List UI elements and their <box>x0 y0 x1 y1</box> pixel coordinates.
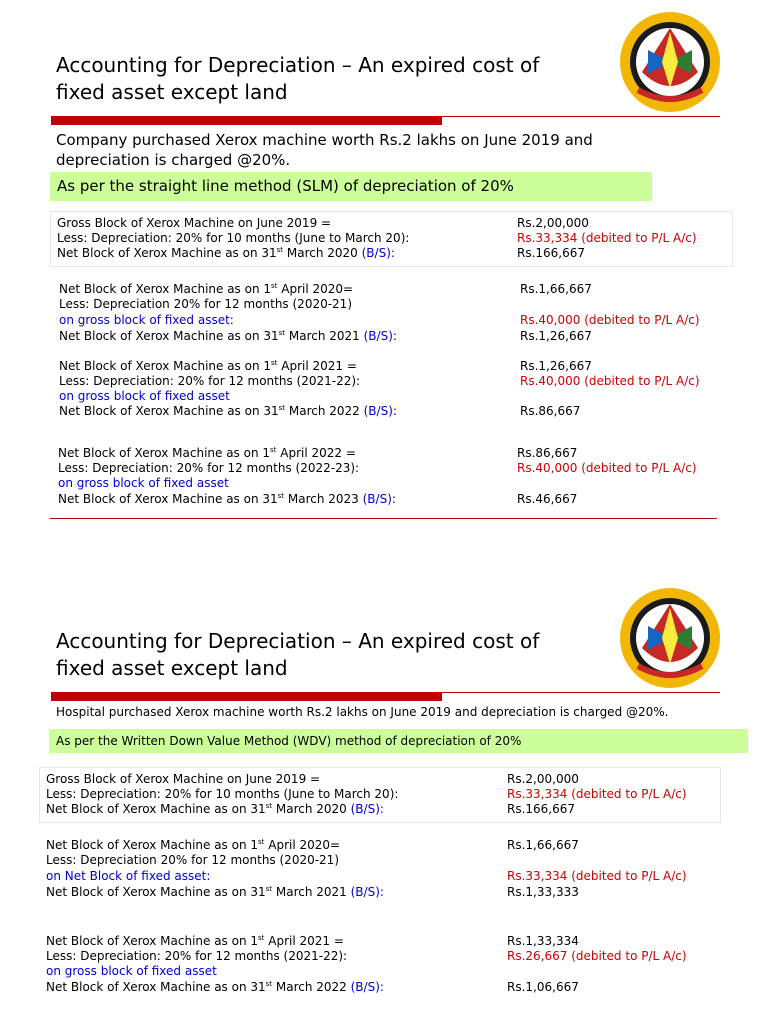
method-label: As per the straight line method (SLM) of depreciation of 20% <box>57 177 514 195</box>
value-depreciation: Rs.40,000 (debited to P/L A/c) <box>520 313 700 327</box>
title-line-2: fixed asset except land <box>56 80 288 104</box>
value-net-block: Rs.1,06,667 <box>507 980 579 994</box>
value-depreciation: Rs.33,334 (debited to P/L A/c) <box>507 869 687 883</box>
slide-title <box>56 628 576 682</box>
intro-line-2: depreciation is charged @20%. <box>56 151 291 169</box>
title-line-1: Accounting for Depreciation – An expired cost of <box>56 53 540 77</box>
label-net-block: Net Block of Xerox Machine as on 31st March 2020 (B/S): <box>46 802 384 816</box>
label-basis-note: on gross block of fixed asset <box>46 964 217 978</box>
label-gross-block: Gross Block of Xerox Machine on June 2019 = <box>57 216 332 230</box>
value-opening-net-block: Rs.86,667 <box>517 446 578 460</box>
label-net-block: Net Block of Xerox Machine as on 31st March 2020 (B/S): <box>57 246 395 260</box>
value-net-block: Rs.46,667 <box>517 492 578 506</box>
value-depreciation: Rs.26,667 (debited to P/L A/c) <box>507 949 687 963</box>
label-opening-net-block: Net Block of Xerox Machine as on 1st April 2022 = <box>58 446 356 460</box>
label-net-block: Net Block of Xerox Machine as on 31st March 2021 (B/S): <box>46 885 384 899</box>
value-depreciation: Rs.40,000 (debited to P/L A/c) <box>520 374 700 388</box>
intro-line-1: Company purchased Xerox machine worth Rs.2 lakhs on June 2019 and <box>56 131 593 149</box>
title-divider-bar <box>51 692 442 701</box>
value-net-block: Rs.166,667 <box>507 802 576 816</box>
label-gross-block: Gross Block of Xerox Machine on June 2019 = <box>46 772 321 786</box>
label-depreciation: Less: Depreciation: 20% for 12 months (2021-22): <box>46 949 348 963</box>
value-opening-net-block: Rs.1,66,667 <box>520 282 592 296</box>
value-opening-net-block: Rs.1,66,667 <box>507 838 579 852</box>
label-net-block: Net Block of Xerox Machine as on 31st March 2022 (B/S): <box>46 980 384 994</box>
value-gross-block: Rs.2,00,000 <box>507 772 579 786</box>
method-banner <box>50 172 652 201</box>
method-banner <box>49 729 748 753</box>
value-net-block: Rs.1,26,667 <box>520 329 592 343</box>
label-net-block: Net Block of Xerox Machine as on 31st March 2021 (B/S): <box>59 329 397 343</box>
label-opening-net-block: Net Block of Xerox Machine as on 1st April 2021 = <box>46 934 344 948</box>
value-net-block: Rs.86,667 <box>520 404 581 418</box>
value-opening-net-block: Rs.1,26,667 <box>520 359 592 373</box>
label-basis-note: on gross block of fixed asset: <box>59 313 234 327</box>
title-divider-bar <box>51 116 442 125</box>
slide-title <box>56 52 576 106</box>
value-gross-block: Rs.2,00,000 <box>517 216 589 230</box>
institute-seal-icon <box>618 10 722 114</box>
value-net-block: Rs.166,667 <box>517 246 586 260</box>
value-depreciation: Rs.33,334 (debited to P/L A/c) <box>517 231 697 245</box>
slide-bottom-line <box>50 518 717 519</box>
label-depreciation: Less: Depreciation 20% for 12 months (2020-21) <box>59 297 352 311</box>
label-opening-net-block: Net Block of Xerox Machine as on 1st April 2020= <box>46 838 341 852</box>
label-basis-note: on gross block of fixed asset <box>59 389 230 403</box>
label-net-block: Net Block of Xerox Machine as on 31st March 2023 (B/S): <box>58 492 396 506</box>
title-divider-line <box>442 692 720 693</box>
title-line-1: Accounting for Depreciation – An expired cost of <box>56 629 540 653</box>
label-opening-net-block: Net Block of Xerox Machine as on 1st April 2021 = <box>59 359 357 373</box>
label-basis-note: on gross block of fixed asset <box>58 476 229 490</box>
label-opening-net-block: Net Block of Xerox Machine as on 1st April 2020= <box>59 282 354 296</box>
institute-seal-icon <box>618 586 722 690</box>
intro-line-1: Hospital purchased Xerox machine worth Rs.2 lakhs on June 2019 and depreciation is charged @20%. <box>56 705 669 719</box>
label-depreciation: Less: Depreciation: 20% for 12 months (2022-23): <box>58 461 360 475</box>
problem-statement <box>56 704 668 720</box>
label-depreciation: Less: Depreciation: 20% for 10 months (June to March 20): <box>57 231 410 245</box>
method-label: As per the Written Down Value Method (WDV) method of depreciation of 20% <box>56 734 522 748</box>
title-divider-line <box>442 116 720 117</box>
value-depreciation: Rs.33,334 (debited to P/L A/c) <box>507 787 687 801</box>
problem-statement <box>56 130 593 170</box>
label-net-block: Net Block of Xerox Machine as on 31st March 2022 (B/S): <box>59 404 397 418</box>
label-basis-note: on Net Block of fixed asset: <box>46 869 211 883</box>
label-depreciation: Less: Depreciation: 20% for 12 months (2021-22): <box>59 374 361 388</box>
value-net-block: Rs.1,33,333 <box>507 885 579 899</box>
label-depreciation: Less: Depreciation 20% for 12 months (2020-21) <box>46 853 339 867</box>
label-depreciation: Less: Depreciation: 20% for 10 months (June to March 20): <box>46 787 399 801</box>
title-line-2: fixed asset except land <box>56 656 288 680</box>
slide-wdv <box>0 576 768 1024</box>
value-opening-net-block: Rs.1,33,334 <box>507 934 579 948</box>
value-depreciation: Rs.40,000 (debited to P/L A/c) <box>517 461 697 475</box>
